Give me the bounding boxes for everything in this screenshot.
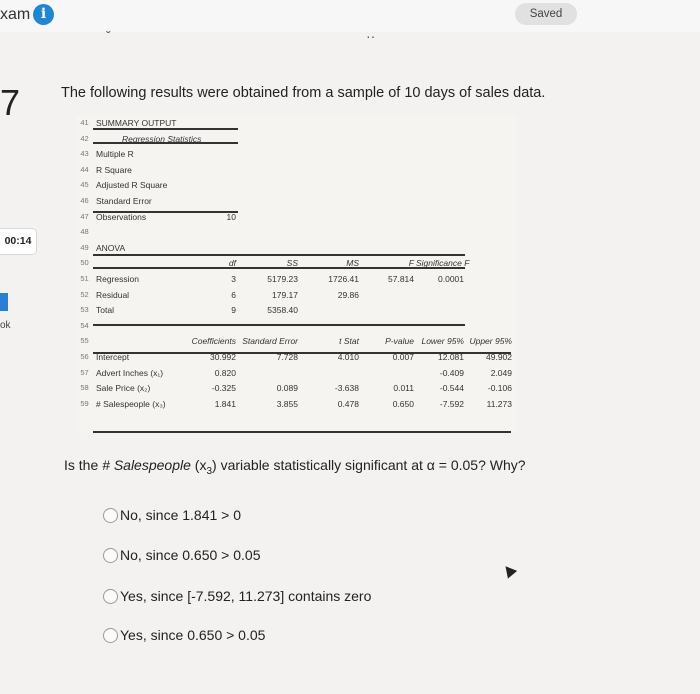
table-cell: Residual (96, 289, 130, 300)
table-row (76, 303, 518, 317)
table-cell: Total (96, 305, 114, 316)
row-number: 50 (80, 258, 89, 268)
side-panel-label: ok (0, 320, 11, 331)
table-cell: R Square (96, 164, 132, 175)
chevron-icon: ˇ (106, 28, 111, 44)
table-cell: 49.902 (486, 352, 512, 362)
row-number: 45 (80, 180, 89, 190)
row-number: 42 (80, 133, 89, 143)
radio-button[interactable] (103, 589, 118, 604)
info-icon[interactable]: i (33, 4, 54, 25)
row-number: 47 (80, 211, 89, 221)
table-cell: 57.814 (388, 274, 414, 284)
question-text-end: ) variable statistically significant at α = 0.05? Why? (212, 457, 526, 473)
table-cell: 1.841 (214, 398, 236, 409)
question-number: 7 (0, 82, 21, 123)
table-cell: 10 (226, 211, 236, 222)
table-row (76, 381, 518, 395)
table-row (76, 178, 518, 192)
table-row (76, 132, 518, 146)
table-cell: Regression Statistics (122, 133, 202, 144)
table-cell: 3 (231, 274, 236, 284)
table-row (76, 288, 518, 302)
radio-button[interactable] (103, 508, 118, 523)
row-number: 55 (80, 336, 89, 346)
row-number: 41 (80, 118, 89, 127)
radio-button[interactable] (103, 548, 118, 563)
radio-button[interactable] (103, 628, 118, 643)
table-cell: 0.478 (337, 398, 359, 409)
column-header: Coefficients (191, 336, 236, 347)
answer-option-label: No, since 0.650 > 0.05 (120, 547, 261, 563)
table-row (76, 366, 518, 380)
column-header: Lower 95% (421, 336, 464, 347)
table-cell: 5179.23 (267, 274, 298, 284)
row-number: 46 (80, 196, 89, 205)
column-header: Upper 95% (469, 336, 512, 347)
table-cell: -0.544 (439, 383, 464, 394)
table-cell: 9 (231, 305, 236, 316)
question-prompt: The following results were obtained from a sample of 10 days of sales data. (61, 85, 546, 101)
table-cell: 11.273 (486, 398, 512, 409)
column-header: Standard Error (242, 336, 298, 347)
column-header: MS (346, 258, 359, 269)
table-row (76, 147, 518, 161)
column-header: SS (286, 258, 298, 269)
table-cell: SUMMARY OUTPUT (96, 118, 177, 128)
table-cell: 179.17 (272, 289, 298, 300)
row-number: 48 (80, 227, 89, 237)
table-cell: Intercept (96, 352, 130, 362)
row-number: 52 (80, 289, 89, 299)
column-header: df (228, 258, 236, 269)
table-row (76, 350, 518, 364)
table-row (76, 225, 518, 239)
table-cell: Standard Error (96, 196, 152, 206)
row-number: 56 (80, 352, 89, 361)
table-rule (93, 431, 511, 433)
question-text (64, 457, 526, 477)
row-number: 58 (80, 383, 89, 393)
table-cell: 29.86 (337, 289, 359, 300)
table-cell: Sale Price (x₂) (96, 383, 151, 394)
regression-output-table (76, 115, 518, 433)
table-cell: 0.089 (276, 383, 298, 394)
table-row (76, 256, 518, 270)
table-cell: Multiple R (96, 149, 134, 160)
column-header: F (408, 258, 414, 269)
table-cell: 12.081 (438, 352, 464, 362)
table-cell: -0.106 (487, 383, 512, 394)
table-cell: 7.728 (276, 352, 298, 362)
answer-option-label: Yes, since 0.650 > 0.05 (120, 627, 266, 643)
row-number: 44 (80, 164, 89, 174)
question-text-start: Is the (64, 457, 103, 473)
table-cell: 6 (231, 289, 236, 300)
table-cell: 0.650 (392, 398, 414, 409)
table-row (76, 163, 518, 177)
table-cell: -0.325 (211, 383, 236, 394)
question-variable: # Salespeople (102, 457, 191, 473)
table-row (76, 319, 518, 333)
column-header: Significance F (416, 258, 470, 269)
table-cell: Advert Inches (x₁) (96, 367, 164, 378)
table-cell: # Salespeople (x₃) (96, 398, 166, 409)
column-header: P-value (385, 336, 414, 347)
row-number: 51 (80, 274, 89, 283)
mouse-cursor-icon (501, 562, 517, 578)
table-cell: ANOVA (96, 242, 126, 253)
table-cell: 30.992 (210, 352, 236, 362)
row-number: 57 (80, 367, 89, 377)
table-row (76, 241, 518, 255)
table-row (76, 397, 518, 411)
row-number: 49 (80, 242, 89, 252)
saved-status-badge: Saved (515, 3, 577, 25)
table-cell: Adjusted R Square (96, 180, 168, 191)
table-row (76, 210, 518, 224)
table-row (76, 334, 518, 348)
table-cell: 3.855 (276, 398, 298, 409)
row-number: 59 (80, 398, 89, 408)
table-cell: -7.592 (439, 398, 464, 409)
table-row (76, 272, 518, 286)
dots-icon: ·· (366, 28, 376, 44)
question-subscript: 3 (206, 465, 213, 477)
table-cell: Observations (96, 211, 147, 222)
table-cell: -0.409 (439, 367, 464, 378)
table-cell: 0.011 (393, 383, 414, 394)
app-title: xam (0, 6, 31, 23)
column-header: t Stat (339, 336, 359, 347)
table-cell: 4.010 (337, 352, 359, 362)
table-cell: 0.007 (392, 352, 414, 362)
answer-option-label: Yes, since [-7.592, 11.273] contains zero (120, 588, 372, 604)
table-cell: Regression (96, 274, 139, 284)
row-number: 43 (80, 149, 89, 159)
table-cell: 1726.41 (328, 274, 359, 284)
table-cell: -3.638 (334, 383, 359, 394)
table-cell: 0.820 (214, 367, 236, 378)
top-bar (0, 0, 700, 32)
table-cell: 0.0001 (438, 274, 464, 284)
row-number: 54 (80, 320, 89, 330)
question-symbol: (x (190, 457, 207, 473)
table-row (76, 116, 518, 130)
table-cell: 2.049 (490, 367, 512, 378)
table-row (76, 194, 518, 208)
timer: 00:14 (0, 228, 37, 255)
table-cell: 5358.40 (267, 305, 298, 316)
row-number: 53 (80, 305, 89, 315)
side-panel-button[interactable] (0, 293, 8, 311)
answer-option-label: No, since 1.841 > 0 (120, 507, 242, 523)
